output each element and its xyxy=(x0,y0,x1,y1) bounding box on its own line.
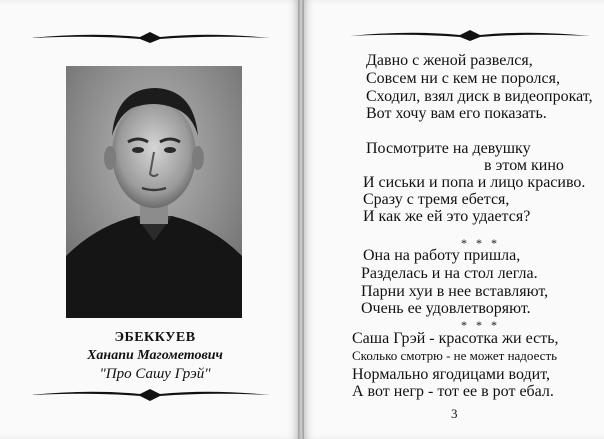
poem-line: Давно с женой развелся, xyxy=(366,52,533,69)
poem-line: Сходил, взял диск в видеопрокат, xyxy=(366,88,593,105)
poem-line: Разделась и на стол легла. xyxy=(361,265,538,282)
poem-line: И как же ей это удается? xyxy=(363,208,531,225)
poem-line: И сиськи и попа и лицо красиво. xyxy=(363,174,586,191)
author-surname: ЭБЕККУЕВ xyxy=(114,330,196,345)
poem-line: Совсем ни с кем не поролся, xyxy=(366,70,560,87)
poem-line: Нормально ягодицами водит, xyxy=(352,366,551,383)
poem-title: "Про Сашу Грэй" xyxy=(99,366,211,382)
poem-line: Очень ее удовлетворяют. xyxy=(361,300,531,317)
poem-line: Саша Грэй - красотка жи есть, xyxy=(352,330,559,347)
bottom-ornament-left xyxy=(30,388,270,402)
poem-line: Посмотрите на девушку xyxy=(366,140,531,157)
poem-line: в этом кино xyxy=(484,157,564,174)
portrait-photo xyxy=(66,66,242,318)
poem-line: А вот негр - тот ее в рот ебал. xyxy=(352,383,554,400)
poem-line: Парни хуи в нее вставляют, xyxy=(361,283,549,300)
author-name: Ханапи Магометович xyxy=(87,348,223,363)
poem-line: Вот хочу вам его показать. xyxy=(366,105,547,122)
stanza-separator: * * * xyxy=(461,318,500,332)
poem-line: Сразу с тремя ебется, xyxy=(363,191,510,208)
top-ornament-left xyxy=(30,30,270,44)
poem-line: Она на работу пришла, xyxy=(363,247,521,264)
stanza-separator: * * * xyxy=(461,236,500,250)
poem-line: Сколько смотрю - не может надоесть xyxy=(352,348,558,363)
page-number: 3 xyxy=(451,406,458,421)
left-page xyxy=(0,0,298,439)
top-ornament-right xyxy=(350,28,590,42)
